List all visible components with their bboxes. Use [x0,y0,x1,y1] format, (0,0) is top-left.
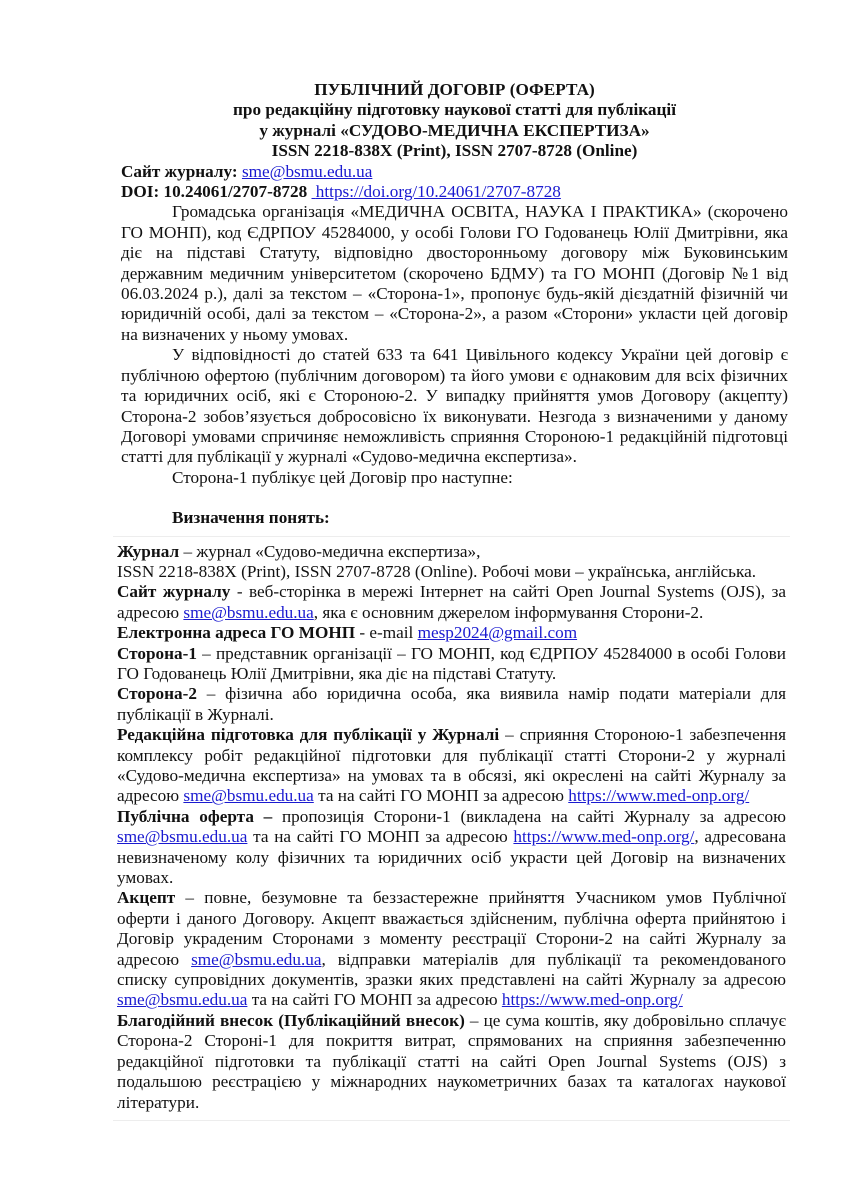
document-subtitle-1: про редакційну підготовку наукової статті для публікації [233,100,676,120]
definition-email [117,623,786,643]
definition-text: пропозиція Сторони-1 (викладена на сайті Журналу за адресою [272,806,786,826]
doi-link[interactable] [312,182,561,201]
definition-site [117,582,786,623]
definition-term: Сторона-2 [117,684,197,704]
document-page [117,80,788,1121]
document-issn: ISSN 2218-838X (Print), ISSN 2707-8728 (Online) [271,141,638,161]
doi-label: DOI: 10.24061/2707-8728 [121,182,308,202]
definition-term: Публічна оферта – [117,806,273,826]
org-website-link[interactable]: https://www.med-onp.org/ [501,990,683,1010]
site-label: Сайт журналу: [121,161,238,181]
definition-term: Сторона-1 [117,643,197,663]
site-link[interactable]: sme@bsmu.edu.ua [241,161,373,181]
definition-text: , відправки матеріалів для публікації та рекомендованого списку супровідних документів, зразки яких представлені на сайті Журналу за адресою [117,949,786,990]
definition-term: Сайт журналу [117,582,231,602]
org-website-link[interactable]: https://www.med-onp.org/ [568,786,750,806]
definition-public-offer [117,807,786,889]
definitions-table [113,536,790,1121]
definition-journal [117,542,786,562]
intro-paragraph-1: Громадська організація «МЕДИЧНА ОСВІТА, НАУКА І ПРАКТИКА» (скорочено ГО МОНП), код ЄДРПОУ 45284000, у особі Голови ГО Годованець Юлії Дмитрівни, яка діє на підставі Статуту, відповідно двосторонньому договору між Буковинським державним медичним університетом (скорочено БДМУ) та ГО МОНП (Договір №1 від 06.03.2024 р.), далі за текстом – «Сторона-1», пропонує будь-якій дієздатній фізичній чи юридичній особі, далі за текстом – «Сторона-2», а разом «Сторони» укласти цей договір на визначених у ньому умовах. [121,202,788,344]
definition-acceptance [117,888,786,1010]
definition-text: та на сайті ГО МОНП за адресою [247,990,502,1010]
document-subtitle-2: у журналі «СУДОВО-МЕДИЧНА ЕКСПЕРТИЗА» [259,120,650,140]
definition-journal-issn: ISSN 2218-838X (Print), ISSN 2707-8728 (Online). Робочі мови – українська, англійська. [117,561,757,581]
definition-text: – сприяння Стороною-1 забезпечення комплексу робіт редакційної підготовки для публікації статті Сторони-2 у журналі «Судово-медична експертиза» на умовах та в обсязі, які окреслені на сайті Журналу за адресою [117,725,786,806]
org-website-link[interactable]: https://www.med-onp.org/ [513,827,695,847]
definition-text: – фізична або юридична особа, яка виявила намір подати матеріали для публікації в Журналі. [117,684,786,724]
definition-term: Журнал [117,541,180,561]
email-link[interactable]: mesp2024@gmail.com [417,623,578,643]
definition-text: – це сума коштів, яку добровільно сплачує Сторона-2 Стороні-1 для покриття витрат, спрямованих на сприяння забезпеченню редакційної підготовки та публікації статті на сайті Open Journal Systems (OJS) з подальшою реєстрацією у міжнародних наукометричних базах та каталогах наукової літератури. [117,1010,786,1112]
definition-editorial [117,725,786,807]
definition-party-1 [117,644,786,685]
definitions-heading: Визначення понять: [172,508,330,528]
intro-paragraph-2: У відповідності до статей 633 та 641 Цивільного кодексу України цей договір є публічною офертою (публічним договором) та його умови є однаковим для всіх фізичних та юридичних осіб, які є Стороною-2. У випадку прийняття умов Договору (акцепту) Сторона-2 зобов’язується добросовісно їх виконувати. Незгода з визначеними у даному Договорі умовами спричиняє неможливість сприяння Стороною-1 редакційній підготовці статті для публікації у журналі «Судово-медична експертиза». [121,345,788,467]
definition-text: , адресована невизначеному колу фізичних та юридичних осіб украсти цей Договір на визначених умовах. [117,827,787,888]
definition-text: – журнал «Судово-медична експертиза», [179,541,481,561]
intro-paragraph-3: Сторона-1 публікує цей Договір про наступне: [172,467,513,487]
definition-text: - веб-сторінка в мережі Інтернет на сайті Open Journal Systems (OJS), за адресою [117,582,786,622]
site-email-link[interactable]: sme@bsmu.edu.ua [117,990,248,1010]
site-email-link[interactable]: sme@bsmu.edu.ua [191,949,322,969]
doi-line [121,182,788,202]
definition-text: , яка є основним джерелом інформування Сторони-2. [313,602,704,622]
definition-text: – представник організації – ГО МОНП, код ЄДРПОУ 45284000 в особі Голови ГО Годованець Юлії Дмитрівни, яка діє на підставі Статуту. [117,643,786,683]
doi-link-text: https://doi.org/10.24061/2707-8728 [315,182,561,202]
definition-term: Електронна адреса ГО МОНП [117,623,356,643]
definition-text: та на сайті ГО МОНП за адресою [313,786,569,806]
document-title: ПУБЛІЧНИЙ ДОГОВІР (ОФЕРТА) [314,80,595,99]
definition-contribution [117,1011,786,1113]
definition-text: – повне, безумовне та беззастережне прийняття Учасником умов Публічної оферти і даного Договору. Акцепт вважається здійсненим, публічна оферта прийнятою і Договір украденим Сторонами з моменту реєстрації Сторони-2 на сайті Журналу за адресою [117,888,786,969]
definition-text: та на сайті ГО МОНП за адресою [247,827,514,847]
definition-party-2 [117,684,786,725]
site-email-link[interactable]: sme@bsmu.edu.ua [183,786,314,806]
site-email-link[interactable]: sme@bsmu.edu.ua [117,827,248,847]
definition-text: - e-mail [355,623,418,643]
definition-term: Благодійний внесок (Публікаційний внесок) [117,1010,465,1030]
journal-site-line [121,162,788,182]
site-email-link[interactable]: sme@bsmu.edu.ua [183,602,314,622]
definition-term: Редакційна підготовка для публікації у Журналі [117,725,500,745]
definition-term: Акцепт [117,888,176,908]
